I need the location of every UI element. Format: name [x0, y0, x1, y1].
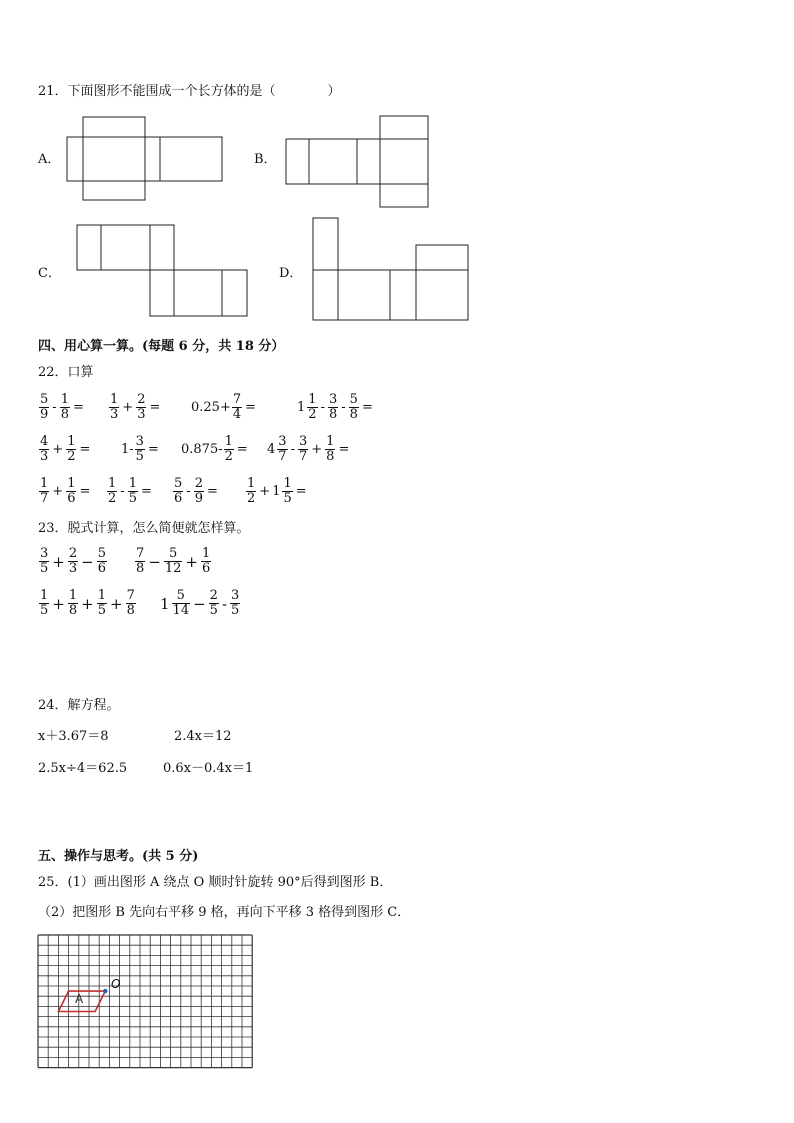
fraction	[328, 393, 338, 422]
operator: -	[341, 400, 346, 415]
numerator: 1	[201, 546, 211, 561]
mental-math-item	[181, 435, 250, 464]
numerator: 1	[224, 434, 233, 449]
denominator: 8	[328, 407, 338, 422]
fraction	[126, 589, 136, 618]
numerator: 2	[194, 476, 203, 491]
denominator: 3	[40, 449, 49, 464]
denominator: 4	[232, 407, 242, 422]
fraction	[66, 435, 76, 464]
denominator: 5	[231, 603, 240, 618]
denominator: 2	[224, 449, 233, 464]
q25-line-1: 25．(1）画出图形 A 绕点 O 顺时针旋转 90°后得到图形 B．	[38, 875, 393, 890]
fraction	[60, 393, 70, 422]
denominator: 3	[137, 407, 146, 422]
operator: −	[81, 552, 94, 571]
denominator: 2	[67, 449, 76, 464]
q22-title: 22．口算	[38, 365, 94, 380]
denominator: 8	[326, 449, 335, 464]
numerator: 1	[60, 392, 69, 407]
fraction	[107, 477, 117, 506]
fraction	[68, 547, 78, 576]
operator: +	[311, 442, 323, 457]
denominator: 5	[40, 561, 49, 576]
point-o-label: O	[111, 977, 121, 991]
mental-math-item	[245, 477, 309, 506]
denominator: 12	[164, 561, 182, 576]
denominator: 8	[60, 407, 69, 422]
section-4-title: 四、用心算一算。(每题 6 分，共 18 分）	[38, 339, 285, 354]
numerator: 1	[326, 434, 335, 449]
fraction	[39, 589, 49, 618]
fraction	[128, 477, 138, 506]
operator: +	[52, 552, 65, 571]
whole-number: 4	[267, 442, 276, 457]
mental-math-item	[172, 477, 220, 506]
q21-stem: 21．下面图形不能围成一个长方体的是（ ）	[38, 84, 341, 99]
fraction	[246, 477, 256, 506]
operator: =	[338, 442, 350, 457]
denominator: 2	[247, 491, 256, 506]
numerator: 5	[174, 476, 183, 491]
fraction	[68, 589, 78, 618]
numerator: 1	[108, 476, 117, 491]
operator: +	[81, 594, 94, 613]
operator: -	[186, 484, 191, 499]
denominator: 3	[110, 407, 119, 422]
fraction	[201, 547, 211, 576]
numerator: 2	[209, 588, 218, 603]
operator: −	[193, 594, 206, 613]
fraction	[325, 435, 335, 464]
numerator: 2	[68, 546, 78, 561]
operator: =	[361, 400, 373, 415]
numerator: 2	[137, 392, 146, 407]
fraction	[307, 393, 317, 422]
fraction	[97, 547, 107, 576]
operator: -	[120, 484, 125, 499]
denominator: 7	[278, 449, 287, 464]
numerator: 1	[110, 392, 119, 407]
operator: =	[147, 442, 159, 457]
numerator: 5	[97, 546, 106, 561]
fraction	[173, 477, 183, 506]
operator: -	[221, 594, 228, 613]
operator: +	[52, 594, 65, 613]
numerator: 1	[308, 392, 317, 407]
fraction	[172, 589, 191, 618]
fraction	[39, 477, 49, 506]
numerator: 1	[68, 588, 78, 603]
option-c-label: C．	[38, 266, 61, 281]
fraction	[97, 589, 107, 618]
denominator: 2	[308, 407, 317, 422]
whole-number: 1	[297, 400, 306, 415]
mental-math-item	[121, 435, 161, 464]
operator: -	[52, 400, 57, 415]
numerator: 3	[135, 434, 144, 449]
denominator: 5	[209, 603, 218, 618]
equation-3: 2.5x÷4＝62.5	[38, 761, 128, 776]
numerator: 1	[128, 476, 137, 491]
whole-number: 1	[160, 594, 170, 613]
numerator: 7	[126, 588, 135, 603]
mental-math-item	[191, 393, 258, 422]
numerator: 5	[168, 546, 178, 561]
point-o	[103, 989, 107, 993]
operator: +	[52, 442, 64, 457]
equation-1: x＋3.67＝8	[38, 729, 109, 744]
option-b-label: B．	[254, 152, 277, 167]
fraction	[39, 435, 49, 464]
term: 1-	[121, 442, 134, 457]
operator: -	[290, 442, 295, 457]
denominator: 6	[97, 561, 106, 576]
denominator: 5	[40, 603, 49, 618]
fraction	[164, 547, 183, 576]
fraction	[39, 547, 49, 576]
numerator: 1	[283, 476, 292, 491]
operator: =	[245, 400, 257, 415]
calculation-item	[160, 589, 241, 618]
denominator: 5	[97, 603, 106, 618]
numerator: 1	[40, 476, 49, 491]
denominator: 6	[67, 491, 76, 506]
calculation-item	[38, 547, 108, 576]
numerator: 5	[40, 392, 49, 407]
numerator: 3	[278, 434, 287, 449]
operator: =	[72, 400, 84, 415]
numerator: 1	[40, 588, 49, 603]
mental-math-item	[38, 435, 92, 464]
denominator: 6	[174, 491, 183, 506]
denominator: 7	[40, 491, 49, 506]
term: 0.875-	[181, 442, 223, 457]
operator: =	[295, 484, 307, 499]
numerator: 7	[232, 392, 242, 407]
fraction	[135, 435, 145, 464]
denominator: 5	[283, 491, 292, 506]
mental-math-item	[106, 477, 154, 506]
operator: =	[206, 484, 218, 499]
option-a-label: A．	[38, 152, 61, 167]
shape-a-label: A	[75, 992, 84, 1006]
option-d-label: D．	[279, 266, 303, 281]
fraction	[349, 393, 359, 422]
fraction	[109, 393, 119, 422]
numerator: 3	[328, 392, 338, 407]
operator: +	[259, 484, 271, 499]
operator: =	[79, 484, 91, 499]
denominator: 6	[201, 561, 211, 576]
denominator: 14	[172, 603, 190, 618]
section-5-title: 五、操作与思考。(共 5 分)	[38, 849, 199, 864]
fraction	[194, 477, 204, 506]
equation-4: 0.6x－0.4x＝1	[163, 761, 254, 776]
fraction	[39, 393, 49, 422]
numerator: 3	[231, 588, 240, 603]
net-d	[0, 0, 794, 340]
whole-number: 1	[272, 484, 281, 499]
fraction	[230, 589, 240, 618]
operator: =	[140, 484, 152, 499]
denominator: 9	[194, 491, 203, 506]
term: 0.25+	[191, 400, 231, 415]
fraction	[136, 393, 146, 422]
denominator: 8	[349, 407, 358, 422]
fraction	[224, 435, 234, 464]
equation-2: 2.4x＝12	[174, 729, 232, 744]
q25-line-2: （2）把图形 B 先向右平移 9 格，再向下平移 3 格得到图形 C．	[38, 905, 411, 920]
fraction	[282, 477, 292, 506]
numerator: 3	[298, 434, 308, 449]
mental-math-item	[38, 477, 92, 506]
fraction	[209, 589, 219, 618]
operator: +	[110, 594, 123, 613]
numerator: 1	[97, 588, 106, 603]
denominator: 8	[136, 561, 145, 576]
calculation-item	[38, 589, 137, 618]
operator: −	[148, 552, 161, 571]
operator: -	[320, 400, 325, 415]
numerator: 1	[247, 476, 256, 491]
denominator: 5	[135, 449, 144, 464]
fraction	[277, 435, 287, 464]
fraction	[298, 435, 308, 464]
denominator: 7	[298, 449, 308, 464]
numerator: 3	[40, 546, 49, 561]
calculation-item	[134, 547, 212, 576]
numerator: 5	[176, 588, 185, 603]
mental-math-item	[297, 393, 375, 422]
fraction	[135, 547, 145, 576]
denominator: 5	[128, 491, 137, 506]
q23-title: 23．脱式计算，怎么简便就怎样算。	[38, 521, 250, 536]
mental-math-item	[38, 393, 86, 422]
denominator: 8	[126, 603, 135, 618]
mental-math-item	[267, 435, 351, 464]
mental-math-item	[108, 393, 162, 422]
operator: =	[79, 442, 91, 457]
numerator: 1	[67, 476, 76, 491]
denominator: 9	[40, 407, 49, 422]
fraction	[66, 477, 76, 506]
operator: =	[149, 400, 161, 415]
operator: =	[236, 442, 248, 457]
numerator: 7	[136, 546, 145, 561]
numerator: 1	[67, 434, 76, 449]
denominator: 3	[68, 561, 78, 576]
denominator: 8	[68, 603, 78, 618]
operator: +	[52, 484, 64, 499]
operator: +	[185, 552, 198, 571]
numerator: 5	[349, 392, 358, 407]
operator: +	[122, 400, 134, 415]
q24-title: 24．解方程。	[38, 698, 120, 713]
fraction	[232, 393, 242, 422]
square-grid	[38, 935, 254, 1045]
denominator: 2	[108, 491, 117, 506]
numerator: 4	[40, 434, 49, 449]
